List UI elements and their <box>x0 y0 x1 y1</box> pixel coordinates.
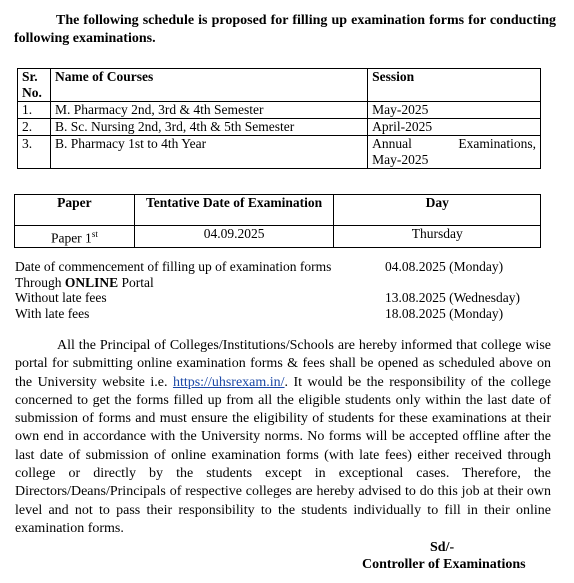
without-late-row <box>15 290 545 306</box>
header-tentative-date: Tentative Date of Examination <box>134 195 334 226</box>
paper-name: Paper 1 <box>50 230 92 246</box>
row-course: B. Pharmacy 1st to 4th Year <box>50 136 367 169</box>
paragraph-text-after-link: . It would be the responsibility of the college concerned to get the forms filled up from all the eligible students only within the last date of submission of forms and must ensure the eligibility of students for these examinations at their own end in accordance with the University norms. No forms will be accepted offline after the last date of submission of online examination forms (with late fees) either received through college or directly by the students except in exceptional cases. Therefore, the Directors/Deans/Principals of respective colleges are hereby advised to do this job at their own level and not to pass their responsibility to the students individually to fill in their online examination forms. <box>15 374 552 536</box>
commencement-label: Date of commencement of filling up of examination forms <box>15 259 332 274</box>
row-session: April-2025 <box>368 119 541 136</box>
courses-table <box>17 68 541 169</box>
row-course: M. Pharmacy 2nd, 3rd & 4th Semester <box>50 102 367 119</box>
session-annual: Annual <box>372 136 412 151</box>
row-session <box>368 136 541 169</box>
row-sr: 2. <box>18 119 51 136</box>
paper-table-header <box>15 195 541 226</box>
header-name-of-courses: Name of Courses <box>50 69 367 102</box>
without-late-label: Without late fees <box>15 290 107 305</box>
row-course: B. Sc. Nursing 2nd, 3rd, 4th & 5th Semester <box>50 119 367 136</box>
instructions-paragraph <box>15 337 551 538</box>
exam-date: 04.09.2025 <box>134 226 334 248</box>
exam-day: Thursday <box>334 226 541 248</box>
row-sr: 1. <box>18 102 51 119</box>
table-row <box>18 136 541 169</box>
session-examinations: Examinations, <box>458 136 536 151</box>
with-late-row <box>15 306 545 322</box>
through-label: Through <box>15 274 62 290</box>
table-row <box>18 102 541 119</box>
header-session: Session <box>368 69 541 102</box>
header-day: Day <box>334 195 541 226</box>
table-row <box>18 119 541 136</box>
courses-table-header <box>18 69 541 102</box>
intro-text: The following schedule is proposed for filling up examination forms for conducting following examinations. <box>14 13 556 46</box>
header-sr-no: Sr. No. <box>18 69 51 102</box>
commencement-row <box>15 259 545 275</box>
through-portal: Portal <box>121 274 154 290</box>
paper-table <box>14 194 541 248</box>
through-row <box>15 275 545 291</box>
dates-block <box>15 259 545 321</box>
paper-superscript: st <box>91 229 98 239</box>
university-website-link[interactable]: https://uhsrexam.in/ <box>172 374 285 390</box>
row-session: May-2025 <box>368 102 541 119</box>
commencement-value: 04.08.2025 (Monday) <box>385 259 504 274</box>
signature-sd: Sd/- <box>430 540 455 555</box>
row-sr: 3. <box>18 136 51 169</box>
paragraph-text-before-link: All the Principal of Colleges/Institutions/Schools are hereby informed that college wise portal for submitting online examination forms & fees shall be opened as scheduled above on the University website i.e. <box>15 338 551 390</box>
paper-cell <box>15 226 135 248</box>
with-late-label: With late fees <box>15 305 90 321</box>
header-paper: Paper <box>15 195 135 226</box>
session-month: May-2025 <box>372 152 429 167</box>
through-online: ONLINE <box>64 274 119 290</box>
with-late-value: 18.08.2025 (Monday) <box>385 305 504 321</box>
table-row <box>15 226 541 248</box>
signature-title: Controller of Examinations <box>362 557 526 572</box>
without-late-value: 13.08.2025 (Wednesday) <box>385 290 521 305</box>
